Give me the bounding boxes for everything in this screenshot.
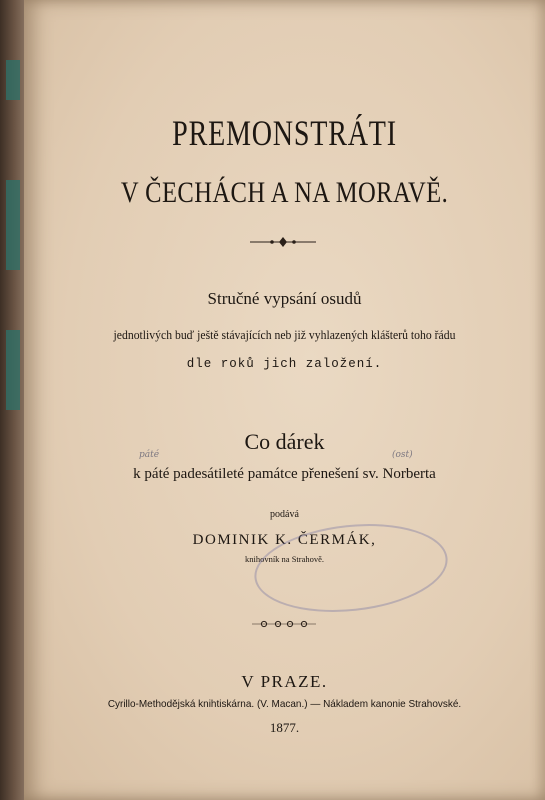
subtitle-line-1: Stručné vypsání osudů <box>207 289 362 308</box>
ornament-divider-icon <box>248 236 318 248</box>
title-line-2: V ČECHÁCH A NA MORAVĚ. <box>120 176 449 209</box>
pencil-annotation-1: páté <box>139 450 160 460</box>
imprint-year: 1877. <box>269 720 300 735</box>
title-line-1: PREMONSTRÁTI <box>172 113 397 153</box>
spine-tab-lower <box>6 330 20 410</box>
spine-tab-middle <box>6 180 20 270</box>
imprint-publisher: Cyrillo-Methodějská knihtiskárna. (V. Macan.) — Nákladem kanonie Strahovské. <box>107 698 462 710</box>
imprint-city: V PRAZE. <box>241 672 328 691</box>
gift-line: Co dárek <box>244 429 325 454</box>
subtitle-line-2: jednotlivých buď ještě stávajících neb již vyhlazených klášterů toho řádu <box>113 327 456 342</box>
presented-by: podává <box>270 509 299 520</box>
ornament-dots-icon <box>250 618 318 630</box>
dedication-line: k páté padesátileté památce přenešení sv. Norberta <box>133 466 436 482</box>
subtitle-line-3: dle roků jich založení. <box>186 357 383 371</box>
author-name: DOMINIK K. ČERMÁK, <box>192 532 377 548</box>
pencil-annotation-2: (ost) <box>392 450 413 460</box>
title-page <box>24 0 545 800</box>
spine-tab-top <box>6 60 20 100</box>
book-spine <box>0 0 26 800</box>
library-stamp-icon <box>250 515 452 621</box>
author-occupation: knihovník na Strahově. <box>244 554 325 564</box>
